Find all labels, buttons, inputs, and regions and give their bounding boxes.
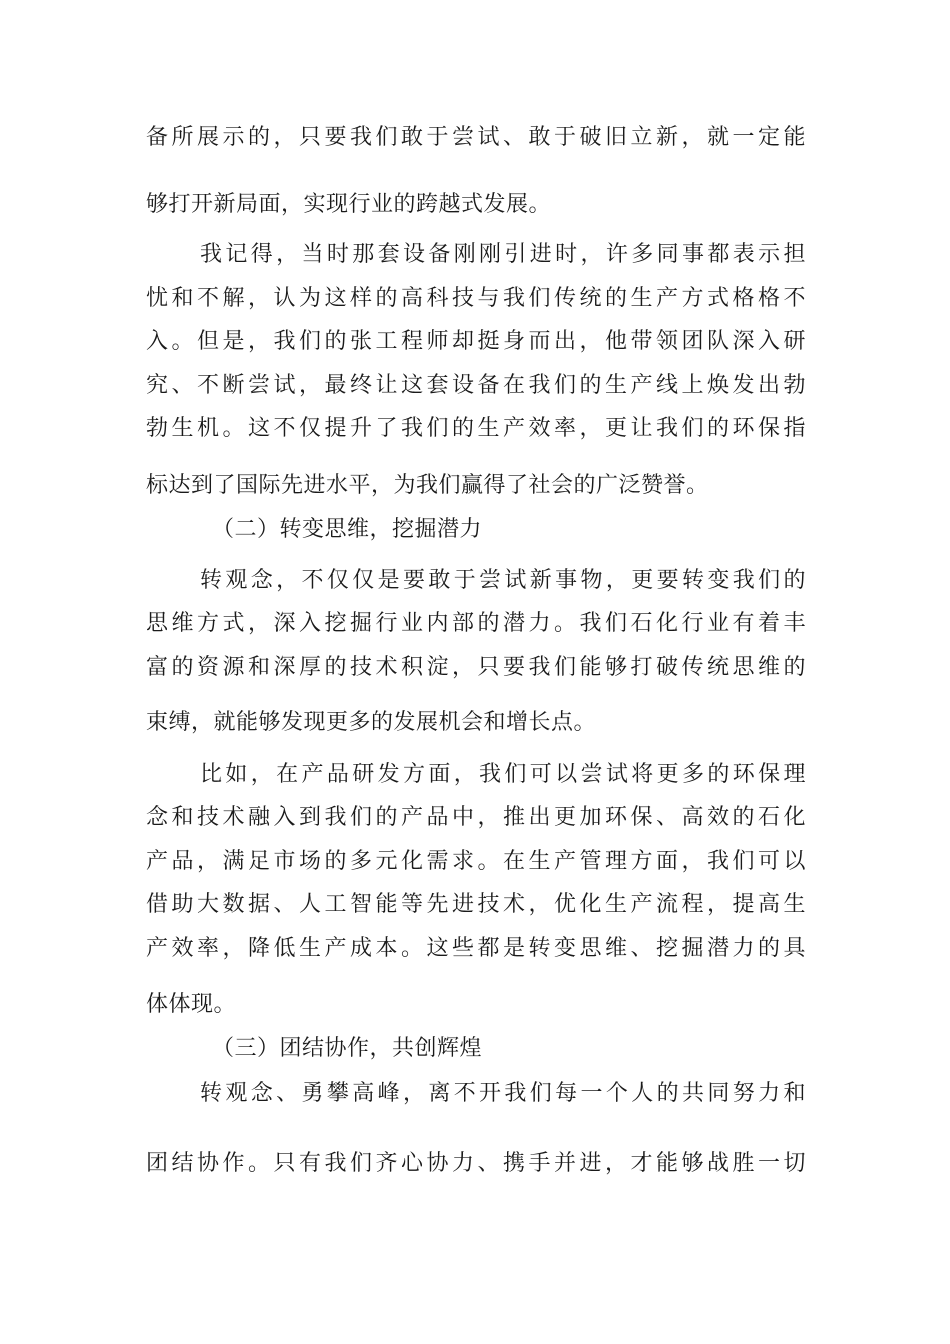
paragraph-line: 束缚，就能够发现更多的发展机会和增长点。: [146, 710, 597, 735]
paragraph-line: 团结协作。只有我们齐心协力、携手并进，才能够战胜一切: [146, 1151, 806, 1176]
paragraph-line: 比如，在产品研发方面，我们可以尝试将更多的环保理: [200, 762, 806, 787]
paragraph-line: 借助大数据、人工智能等先进技术，优化生产流程，提高生: [146, 892, 806, 917]
paragraph-line: 转观念，不仅仅是要敢于尝试新事物，更要转变我们的: [200, 568, 806, 593]
paragraph-line: 标达到了国际先进水平，为我们赢得了社会的广泛赞誉。: [146, 473, 709, 498]
paragraph-line: 转观念、勇攀高峰，离不开我们每一个人的共同努力和: [200, 1081, 806, 1106]
paragraph-line: 备所展示的，只要我们敢于尝试、敢于破旧立新，就一定能: [146, 125, 806, 150]
paragraph-line: 我记得，当时那套设备刚刚引进时，许多同事都表示担: [200, 242, 806, 267]
paragraph-line: 勃生机。这不仅提升了我们的生产效率，更让我们的环保指: [146, 416, 806, 441]
section-heading: （三）团结协作，共创辉煌: [212, 1036, 483, 1061]
paragraph-line: 体体现。: [146, 992, 237, 1017]
paragraph-line: 念和技术融入到我们的产品中，推出更加环保、高效的石化: [146, 805, 806, 830]
paragraph-line: 产品，满足市场的多元化需求。在生产管理方面，我们可以: [146, 849, 806, 874]
paragraph-line: 思维方式，深入挖掘行业内部的潜力。我们石化行业有着丰: [146, 611, 806, 636]
section-heading: （二）转变思维，挖掘潜力: [212, 517, 483, 542]
paragraph-line: 产效率，降低生产成本。这些都是转变思维、挖掘潜力的具: [146, 936, 806, 961]
paragraph-line: 入。但是，我们的张工程师却挺身而出，他带领团队深入研: [146, 329, 806, 354]
paragraph-line: 够打开新局面，实现行业的跨越式发展。: [146, 192, 552, 217]
paragraph-line: 忧和不解，认为这样的高科技与我们传统的生产方式格格不: [146, 286, 806, 311]
paragraph-line: 富的资源和深厚的技术积淀，只要我们能够打破传统思维的: [146, 655, 806, 680]
paragraph-line: 究、不断尝试，最终让这套设备在我们的生产线上焕发出勃: [146, 373, 806, 398]
